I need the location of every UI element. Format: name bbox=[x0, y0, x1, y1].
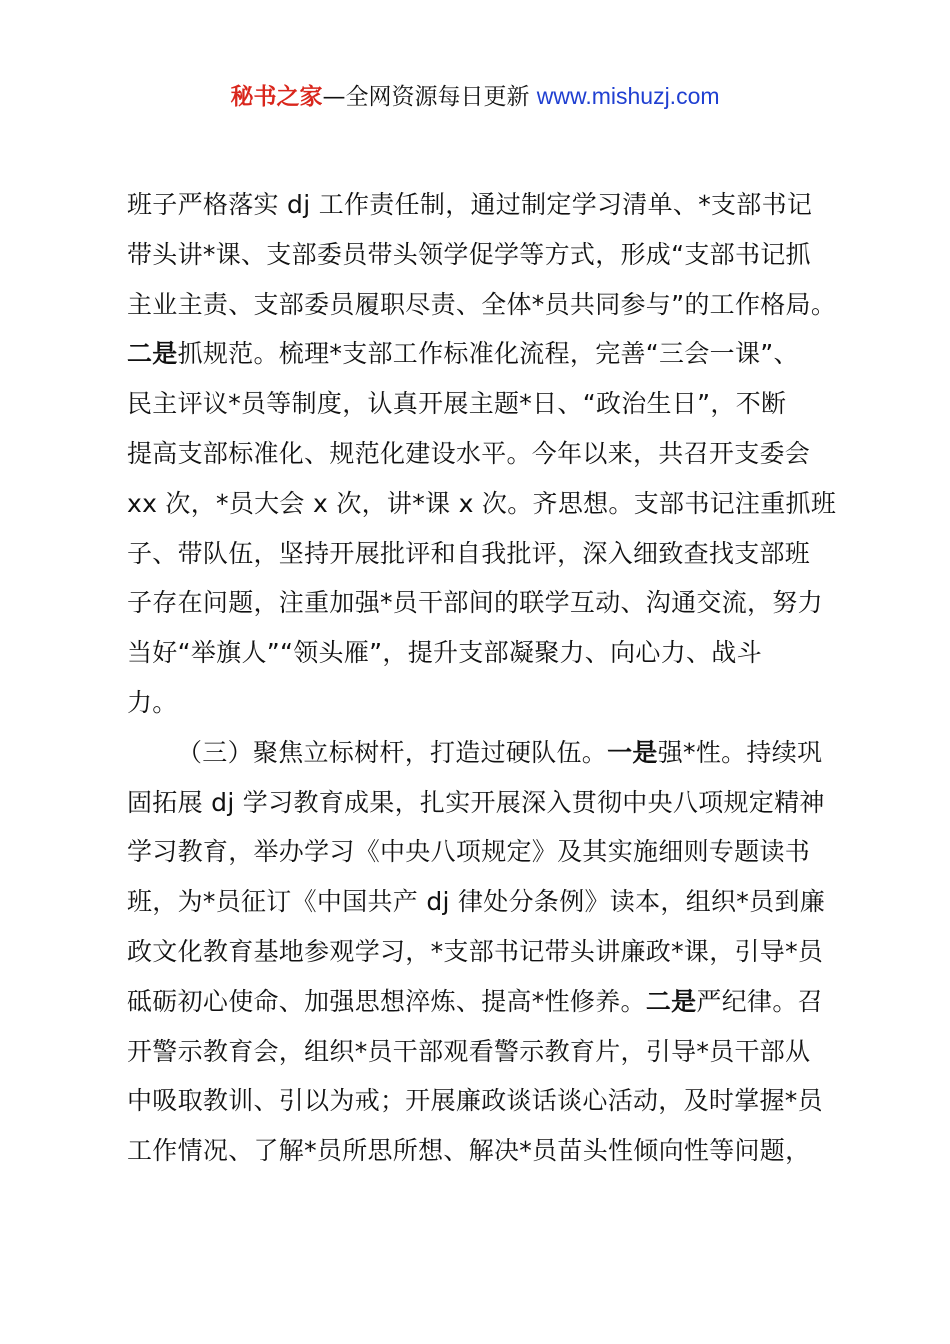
text-line bbox=[127, 429, 833, 479]
text-line bbox=[127, 180, 833, 230]
text-line bbox=[127, 578, 833, 628]
text-line bbox=[127, 1126, 833, 1176]
header-tagline: —全网资源每日更新 bbox=[322, 84, 537, 110]
text-line bbox=[127, 379, 833, 429]
text-run: 提高支部标准化、规范化建设水平。今年以来，共召开支委会 bbox=[127, 438, 811, 468]
text-run: 民主评议*员等制度，认真开展主题*日、“政治生日”，不断 bbox=[127, 389, 787, 419]
bold-lead: 二是 bbox=[127, 339, 178, 369]
text-line bbox=[127, 678, 833, 728]
text-run: 开警示教育会，组织*员干部观看警示教育片，引导*员干部从 bbox=[127, 1036, 811, 1066]
text-line bbox=[127, 1076, 833, 1126]
section-heading-line bbox=[127, 728, 833, 778]
text-run: 带头讲*课、支部委员带头领学促学等方式，形成“支部书记抓 bbox=[127, 239, 811, 269]
text-run: 班子严格落实 dj 工作责任制，通过制定学习清单、*支部书记 bbox=[127, 190, 813, 219]
text-run: 政文化教育基地参观学习，*支部书记带头讲廉政*课，引导*员 bbox=[127, 936, 824, 966]
text-line bbox=[127, 1027, 833, 1077]
bold-lead: 二是 bbox=[645, 986, 697, 1016]
text-run: 抓规范。梳理*支部工作标准化流程，完善“三会一课”、 bbox=[177, 339, 799, 369]
document-body bbox=[127, 180, 837, 1176]
text-line bbox=[127, 827, 833, 877]
brand-name: 秘书之家 bbox=[230, 84, 323, 110]
site-header bbox=[0, 80, 950, 113]
text-run: 严纪律。召 bbox=[696, 986, 823, 1016]
text-line bbox=[127, 977, 833, 1027]
text-run: 子存在问题，注重加强*员干部间的联学互动、沟通交流，努力 bbox=[127, 588, 823, 618]
text-run: 学习教育，举办学习《中央八项规定》及其实施细则专题读书 bbox=[127, 837, 811, 867]
text-run: 主业主责、支部委员履职尽责、全体*员共同参与”的工作格局。 bbox=[127, 289, 837, 319]
text-run: 力。 bbox=[127, 687, 178, 717]
text-run: 中吸取教训、引以为戒；开展廉政谈话谈心活动，及时掌握*员 bbox=[127, 1086, 823, 1116]
text-run: 砥砺初心使命、加强思想淬炼、提高*性修养。 bbox=[127, 986, 646, 1016]
bold-lead: 一是 bbox=[607, 737, 658, 767]
text-run: 强*性。持续巩 bbox=[657, 737, 823, 767]
text-run: 固拓展 dj 学习教育成果，扎实开展深入贯彻中央八项规定精神 bbox=[127, 787, 825, 817]
text-line bbox=[127, 877, 833, 927]
text-line bbox=[127, 927, 833, 977]
site-url[interactable]: www.mishuzj.com bbox=[536, 83, 720, 109]
text-line bbox=[127, 529, 833, 579]
text-line bbox=[127, 230, 833, 280]
text-run: 当好“举旗人”“领头雁”，提升支部凝聚力、向心力、战斗 bbox=[127, 638, 762, 668]
text-line bbox=[127, 329, 833, 379]
section-heading: （三）聚焦立标树杆，打造过硬队伍。 bbox=[177, 737, 608, 767]
text-run: 工作情况、了解*员所思所想、解决*员苗头性倾向性等问题， bbox=[127, 1136, 811, 1166]
text-run: 子、带队伍，坚持开展批评和自我批评，深入细致查找支部班 bbox=[127, 538, 811, 568]
text-line bbox=[127, 280, 837, 330]
text-line bbox=[127, 479, 837, 529]
text-run: xx 次，*员大会 x 次，讲*课 x 次。齐思想。支部书记注重抓班 bbox=[127, 488, 837, 518]
text-line bbox=[127, 778, 833, 828]
text-run: 班，为*员征订《中国共产 dj 律处分条例》读本，组织*员到廉 bbox=[127, 887, 826, 917]
text-line bbox=[127, 628, 833, 678]
